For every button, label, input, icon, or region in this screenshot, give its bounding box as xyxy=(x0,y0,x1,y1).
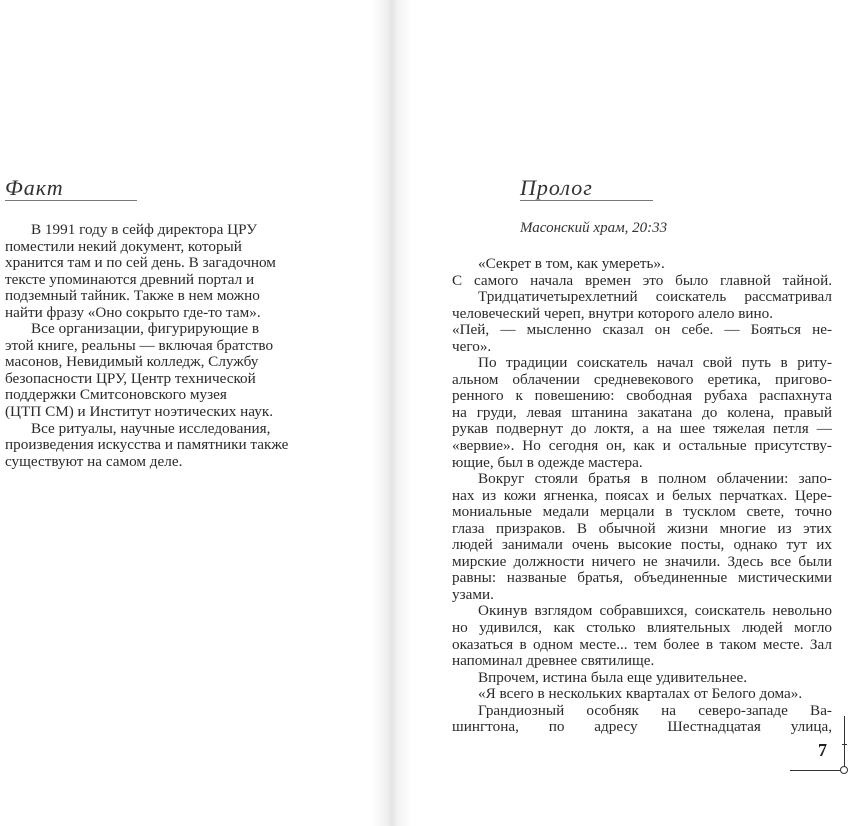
text-line: поддержки Смитсоновского музея xyxy=(5,386,227,404)
text-line: нах из кожи ягненка, поясах и белых перчатках. Цере- xyxy=(452,487,832,504)
text-line: равны: названые братья, объединенные мистическими xyxy=(452,570,832,587)
text-line: мирские должности ничего не значили. Здесь все были xyxy=(452,553,832,570)
text-line: (ЦТП СМ) и Институт ноэтических наук. xyxy=(5,403,273,421)
left-page-title: Факт xyxy=(5,176,137,201)
text-line: мониальные медали мерцали в тусклом свете, точно xyxy=(452,504,832,521)
text-line: «Секрет в том, как умереть». xyxy=(478,255,665,272)
right-page-text xyxy=(452,256,832,736)
text-line: поместили некий документ, который xyxy=(5,237,242,255)
text-line: Все организации, фигурирующие в xyxy=(31,320,260,338)
text-line: «Я всего в нескольких кварталах от Белого дома». xyxy=(478,685,803,703)
text-line: альном облачении средневекового еретика, пригово- xyxy=(452,371,832,388)
text-line: ющие, был в одежде мастера. xyxy=(452,453,643,471)
text-line: на груди, левая штанина закатана до колена, правый xyxy=(452,404,832,421)
text-line: Вокруг стояли братья в полном облачении: запо- xyxy=(478,471,832,488)
chapter-subtitle: Масонский храм, 20:33 xyxy=(520,220,668,236)
right-page-title: Пролог xyxy=(520,176,653,201)
text-line: чего». xyxy=(452,337,492,355)
text-line: узами. xyxy=(452,585,494,603)
text-line: существуют на самом деле. xyxy=(5,452,183,470)
text-line: шингтона, по адресу Шестнадцатая улица, xyxy=(452,719,832,736)
text-line: найти фразу «Оно сокрыто где-то там». xyxy=(5,303,261,321)
left-page-text xyxy=(5,222,295,470)
text-line: Грандиозный особняк на северо-западе Ва- xyxy=(478,702,832,719)
text-line: С самого начала времен это было главной тайной. xyxy=(452,272,832,289)
text-line: глаза призраков. В обычной жизни многие из этих xyxy=(452,520,832,537)
text-line: тексте упоминаются древний портал и xyxy=(5,270,255,288)
text-line: напоминал древнее святилище. xyxy=(452,652,655,670)
text-line: Тридцатичетырехлетний соискатель рассматривал xyxy=(478,289,832,306)
page-number: 7 xyxy=(818,740,827,760)
text-line: безопасности ЦРУ, Центр технической xyxy=(5,369,256,387)
text-line: подземный тайник. Также в нем можно xyxy=(5,287,260,305)
text-line: рукав подвернут до локтя, а на шее тяжелая петля — xyxy=(452,421,832,438)
text-line: Окинув взглядом собравшихся, соискатель невольно xyxy=(478,603,832,620)
text-line: этой книге, реальны — включая братство xyxy=(5,336,274,354)
text-line: Все ритуалы, научные исследования, xyxy=(31,419,271,437)
page-marker-tick xyxy=(842,744,847,745)
page-marker-rule xyxy=(790,770,842,771)
text-line: масонов, Невидимый колледж, Службу xyxy=(5,353,259,371)
text-line: По традиции соискатель начал свой путь в риту- xyxy=(478,355,832,372)
text-line: человеческий череп, внутри которого алело вино. xyxy=(452,304,774,322)
book-gutter xyxy=(372,0,412,826)
page-marker-line xyxy=(844,716,845,770)
page-marker-circle-icon xyxy=(840,766,848,774)
text-line: людей занимали очень высокие посты, однако тут их xyxy=(452,537,832,554)
text-line: «Пей, — мысленно сказал он себе. — Бояться не- xyxy=(452,322,832,339)
text-line: «вервие». Но сегодня он, как и остальные присутству- xyxy=(452,438,832,455)
text-line: оказаться в одном месте... тем более в таком месте. Зал xyxy=(452,636,832,653)
text-line: В 1991 году в сейф директора ЦРУ xyxy=(31,221,257,238)
text-line: ренного к повешению: свободная рубаха распахнута xyxy=(452,388,832,405)
text-line: Впрочем, истина была еще удивительнее. xyxy=(478,668,748,686)
text-line: хранится там и по сей день. В загадочном xyxy=(5,254,276,272)
text-line: произведения искусства и памятники также xyxy=(5,436,289,454)
text-line: но удивился, как столько влиятельных людей могло xyxy=(452,620,832,637)
